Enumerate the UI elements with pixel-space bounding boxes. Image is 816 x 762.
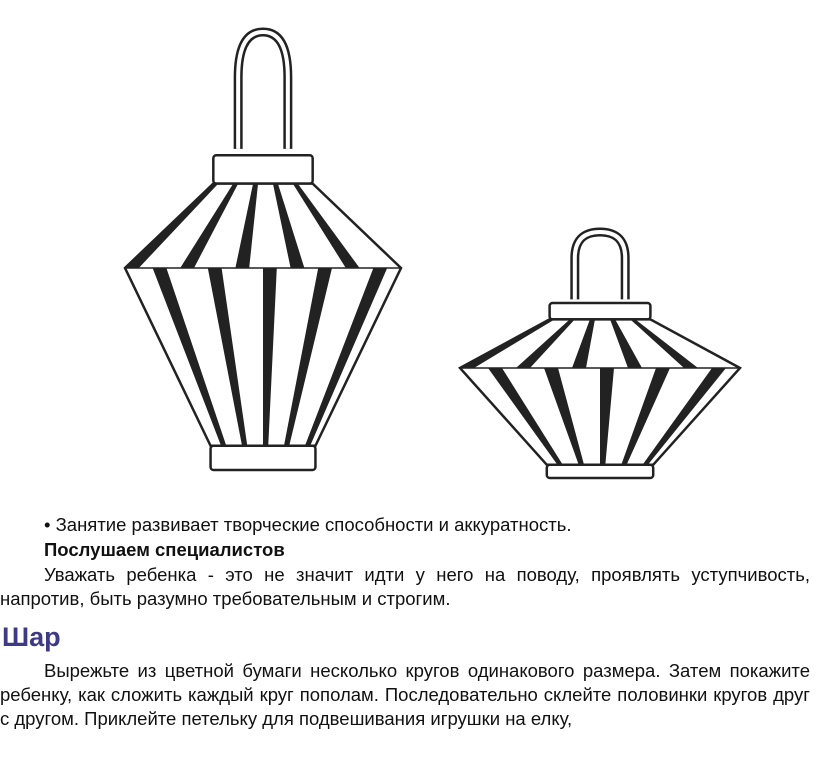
subheading: Послушаем специалистов (44, 539, 285, 560)
paragraph-1-text: Уважать ребенка - это не значит идти у него на поводу, проявлять уступчивость, напротив, быть разумно требовательным и строгим. (0, 564, 810, 609)
paragraph-1 (0, 563, 816, 611)
large-paper-lantern (125, 32, 401, 470)
bullet-text: • Занятие развивает творческие способности и аккуратность. (44, 514, 572, 535)
small-paper-lantern (460, 232, 740, 478)
paragraph-2 (0, 659, 816, 731)
paragraph-2-text: Вырежьте из цветной бумаги несколько кругов одинакового размера. Затем покажите ребенку, как сложить каждый круг пополам. Последовательно склейте половинки кругов друг с другом. Приклейте петельку для подвешивания игрушки на елку, (0, 660, 810, 729)
section-title: Шар (2, 622, 61, 652)
